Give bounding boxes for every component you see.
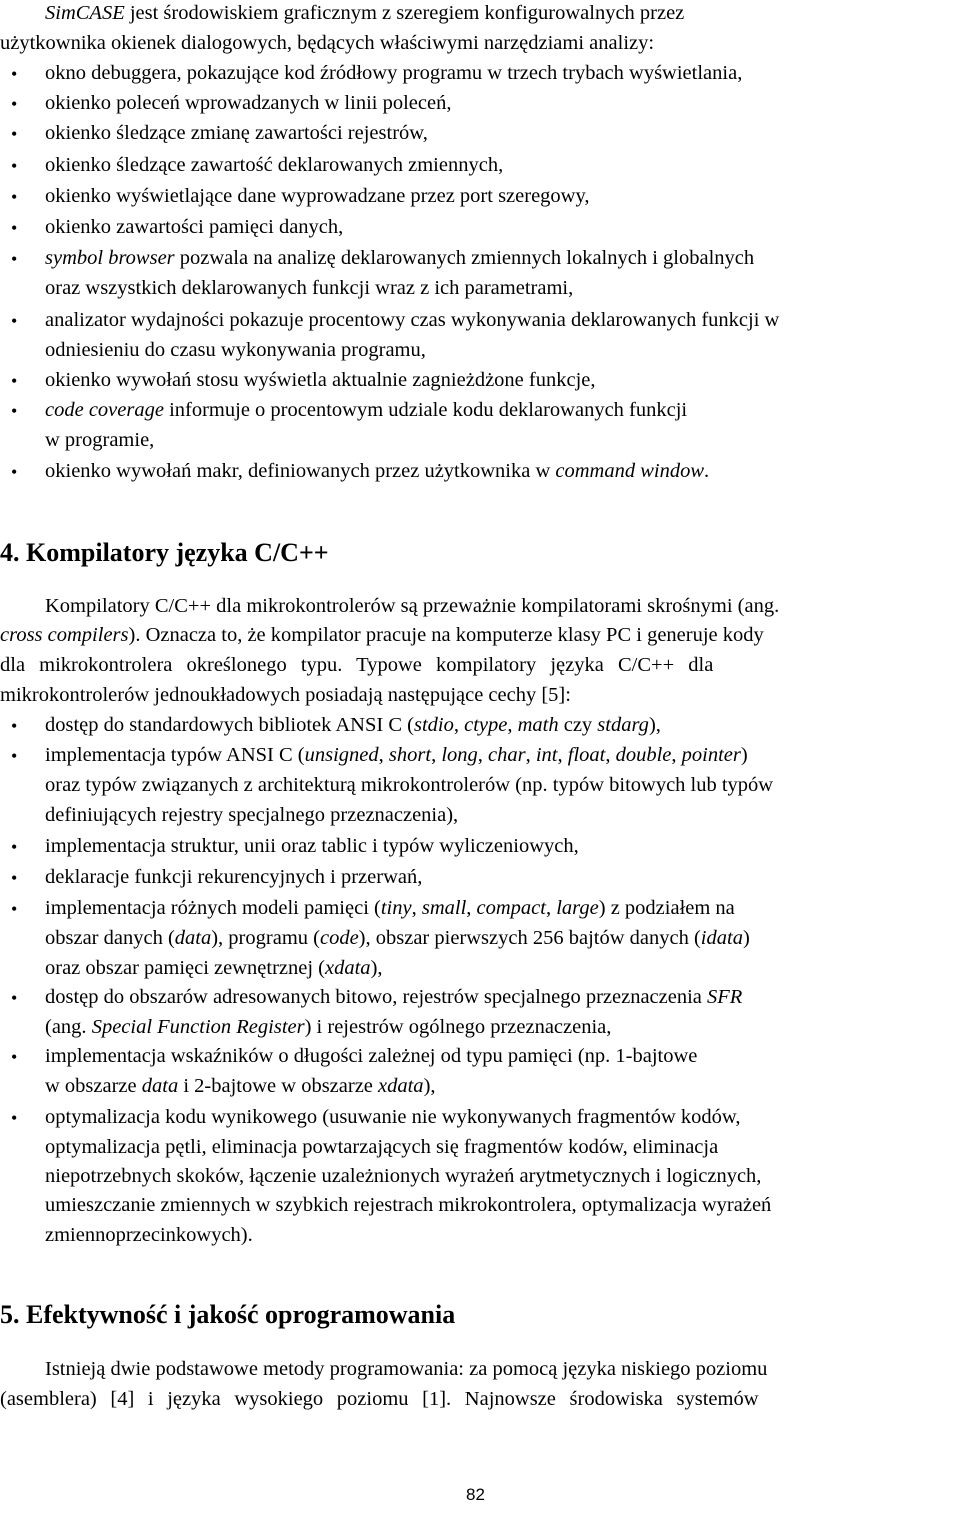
list-item-continuation: w obszarze data i 2-bajtowe w obszarze xdata), (45, 1075, 436, 1097)
bullet-icon: • (11, 249, 18, 269)
list-item: okienko wywołań makr, definiowanych przez użytkownika w command window. (45, 460, 710, 482)
list-item: symbol browser pozwala na analizę deklarowanych zmiennych lokalnych i globalnych (45, 247, 755, 269)
bullet-icon: • (11, 371, 18, 391)
term-symbol-browser: symbol browser (45, 247, 175, 269)
bullet-icon: • (11, 156, 18, 176)
list-item: implementacja struktur, unii oraz tablic i typów wyliczeniowych, (45, 835, 579, 857)
list-item-continuation: oraz typów związanych z architekturą mikrokontrolerów (np. typów bitowych lub typów (45, 774, 774, 796)
list-item-continuation: umieszczanie zmiennych w szybkich rejestrach mikrokontrolera, optymalizacja wyrażeń (45, 1194, 772, 1216)
paragraph-line: cross compilers). Oznacza to, że kompilator pracuje na komputerze klasy PC i generuje kody (0, 624, 764, 646)
bullet-icon: • (11, 837, 18, 857)
list-item-continuation: odniesieniu do czasu wykonywania programu, (45, 339, 426, 361)
bullet-icon: • (11, 716, 18, 736)
list-item: implementacja wskaźników o długości zależnej od typu pamięci (np. 1-bajtowe (45, 1045, 698, 1067)
app-name: SimCASE (45, 2, 125, 24)
intro-line-1: SimCASE jest środowiskiem graficznym z szeregiem konfigurowalnych przez (45, 2, 685, 24)
list-item: okienko śledzące zmianę zawartości rejestrów, (45, 122, 428, 144)
term-code-coverage: code coverage (45, 399, 164, 421)
list-item-continuation: obszar danych (data), programu (code), obszar pierwszych 256 bajtów danych (idata) (45, 927, 750, 949)
bullet-icon: • (11, 1108, 18, 1128)
list-item: okno debuggera, pokazujące kod źródłowy programu w trzech trybach wyświetlania, (45, 62, 743, 84)
section-heading: 5. Efektywność i jakość oprogramowania (0, 1300, 456, 1329)
list-item-continuation: oraz obszar pamięci zewnętrznej (xdata), (45, 957, 383, 979)
term-command-window: command window (555, 460, 705, 482)
paragraph-line: Kompilatory C/C++ dla mikrokontrolerów są przeważnie kompilatorami skrośnymi (ang. (45, 595, 780, 617)
list-item: okienko zawartości pamięci danych, (45, 216, 344, 238)
page-number: 82 (466, 1485, 485, 1504)
bullet-icon: • (11, 94, 18, 114)
list-item-continuation: w programie, (45, 429, 155, 451)
list-item-continuation: definiujących rejestry specjalnego przeznaczenia), (45, 804, 459, 826)
intro-line-2: użytkownika okienek dialogowych, będących właściwymi narzędziami analizy: (0, 32, 655, 54)
list-item: analizator wydajności pokazuje procentowy czas wykonywania deklarowanych funkcji w (45, 309, 780, 331)
list-item: implementacja typów ANSI C (unsigned, short, long, char, int, float, double, pointer) (45, 744, 748, 766)
bullet-icon: • (11, 64, 18, 84)
list-item: code coverage informuje o procentowym udziale kodu deklarowanych funkcji (45, 399, 688, 421)
bullet-icon: • (11, 401, 18, 421)
bullet-icon: • (11, 988, 18, 1008)
list-item: dostęp do obszarów adresowanych bitowo, rejestrów specjalnego przeznaczenia SFR (45, 986, 743, 1008)
bullet-icon: • (11, 124, 18, 144)
list-item: optymalizacja kodu wynikowego (usuwanie nie wykonywanych fragmentów kodów, (45, 1106, 741, 1128)
list-item: okienko poleceń wprowadzanych w linii poleceń, (45, 92, 452, 114)
bullet-icon: • (11, 311, 18, 331)
list-item-continuation: zmiennoprzecinkowych). (45, 1224, 253, 1246)
list-item: implementacja różnych modeli pamięci (tiny, small, compact, large) z podziałem na (45, 897, 735, 919)
section-heading: 4. Kompilatory języka C/C++ (0, 538, 329, 567)
bullet-icon: • (11, 1047, 18, 1067)
paragraph-line: (asemblera) [4] i języka wysokiego poziomu [1]. Najnowsze środowiska systemów (0, 1388, 759, 1410)
bullet-icon: • (11, 462, 18, 482)
list-item: deklaracje funkcji rekurencyjnych i przerwań, (45, 866, 423, 888)
list-item: okienko śledzące zawartość deklarowanych zmiennych, (45, 154, 504, 176)
paragraph-line: mikrokontrolerów jednoukładowych posiadają następujące cechy [5]: (0, 684, 571, 706)
list-item: okienko wyświetlające dane wyprowadzane przez port szeregowy, (45, 185, 590, 207)
bullet-icon: • (11, 868, 18, 888)
list-item: okienko wywołań stosu wyświetla aktualnie zagnieżdżone funkcje, (45, 369, 596, 391)
bullet-icon: • (11, 218, 18, 238)
bullet-icon: • (11, 899, 18, 919)
paragraph-line: dla mikrokontrolera określonego typu. Typowe kompilatory języka C/C++ dla (0, 654, 714, 676)
list-item-continuation: niepotrzebnych skoków, łączenie uzależnionych wyrażeń arytmetycznych i logicznych, (45, 1165, 762, 1187)
list-item: dostęp do standardowych bibliotek ANSI C (stdio, ctype, math czy stdarg), (45, 714, 661, 736)
bullet-icon: • (11, 746, 18, 766)
list-item-continuation: (ang. Special Function Register) i rejestrów ogólnego przeznaczenia, (45, 1016, 612, 1038)
paragraph-line: Istnieją dwie podstawowe metody programowania: za pomocą języka niskiego poziomu (45, 1358, 768, 1380)
bullet-icon: • (11, 187, 18, 207)
list-item-continuation: oraz wszystkich deklarowanych funkcji wraz z ich parametrami, (45, 277, 574, 299)
term-cross-compilers: cross compilers (0, 624, 129, 646)
list-item-continuation: optymalizacja pętli, eliminacja powtarzających się fragmentów kodów, eliminacja (45, 1136, 719, 1158)
